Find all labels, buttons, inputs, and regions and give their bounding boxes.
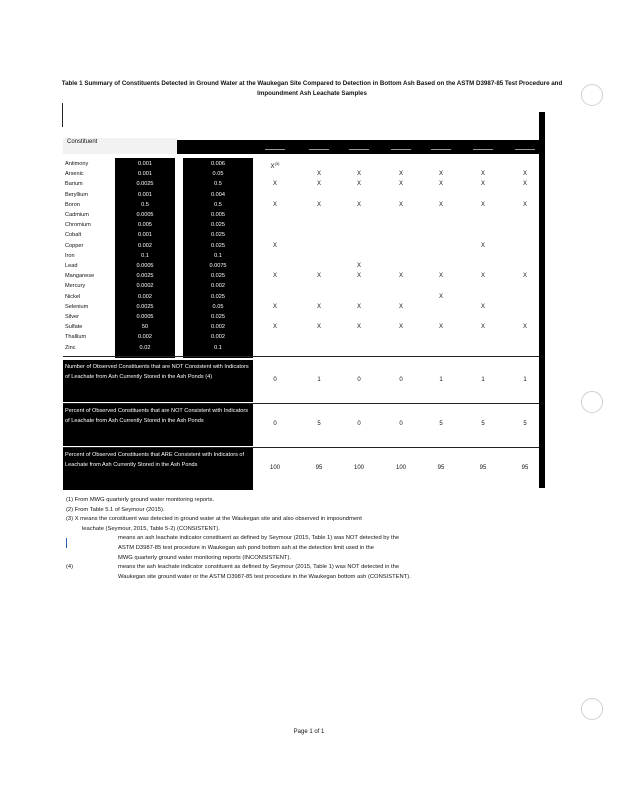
constituent-name: Silver <box>65 314 79 320</box>
detection-mark: X <box>480 201 485 208</box>
ash-limit-value: 0.002 <box>211 283 225 290</box>
detection-mark: X <box>316 324 321 331</box>
footnote-3: (3) X means the constituent was detected in ground water at the Waukegan site and also observed in impoundment <box>66 516 362 523</box>
summary-value: 1 <box>439 376 443 383</box>
detection-mark: X <box>356 201 361 208</box>
detection-mark: X <box>480 324 485 331</box>
footnote-inconsistent-cont2: MWG quarterly ground water monitoring reports (INCONSISTENT). <box>118 554 291 561</box>
page-title: Table 1 Summary of Constituents Detected in Ground Water at the Waukegan Site Compared to Detection in Bottom Ash Based on the ASTM D3987-85 Test Procedure and Impoundment Ash Leachate Samples <box>61 80 563 97</box>
detection-mark: X <box>316 201 321 208</box>
detection-mark: X <box>272 273 277 280</box>
ash-limit-value: 0.002 <box>211 334 225 341</box>
detection-mark: X <box>272 324 277 331</box>
detection-mark: X <box>438 324 443 331</box>
summary-value: 1 <box>523 376 527 383</box>
constituent-name: Arsenic <box>65 171 84 178</box>
constituent-name: Cadmium <box>65 212 89 218</box>
detection-mark: X <box>438 201 443 208</box>
summary-value: 5 <box>523 420 527 427</box>
detection-mark: X <box>272 303 277 310</box>
summary-value: 0 <box>399 376 403 383</box>
detection-limit-value: 0.0005 <box>136 263 154 269</box>
ash-limit-value: 0.006 <box>211 161 225 167</box>
detection-mark: X <box>438 273 443 280</box>
constituent-name: Manganese <box>65 273 95 280</box>
detection-limit-value: 0.02 <box>139 344 151 351</box>
footnote-4-cont: Waukegan site ground water or the ASTM D3987-85 test procedure in the Waukegan bottom ash (CONSISTENT). <box>118 573 411 580</box>
summary-label: Number of Observed Constituents that are NOT Consistent with Indicators of Leachate from Ash Currently Stored in the Ash Ponds (4) <box>63 360 253 402</box>
summary-value: 95 <box>315 464 323 471</box>
constituent-name: Beryllium <box>65 191 89 198</box>
ash-limit-value: 0.002 <box>211 324 225 331</box>
footnote-1: (1) From MWG quarterly ground water monitoring reports. <box>66 497 215 503</box>
header-constituent: Constituent <box>67 139 98 145</box>
constituent-name: Sulfate <box>65 324 83 331</box>
header-tick <box>473 149 493 150</box>
detection-mark: X <box>316 303 321 310</box>
constituent-name: Zinc <box>65 344 76 351</box>
detection-mark: X <box>356 171 361 178</box>
detection-mark: X <box>522 171 527 178</box>
detection-mark: X <box>438 171 443 178</box>
ash-limit-value: 0.025 <box>211 232 225 239</box>
header-tick <box>391 149 411 150</box>
detection-mark: X <box>356 324 361 331</box>
ash-limit-value: 0.004 <box>211 191 225 198</box>
summary-value: 0 <box>273 376 277 383</box>
detection-mark: X <box>522 181 527 188</box>
detection-limit-value: 0.002 <box>138 242 152 249</box>
ash-limit-value: 0.025 <box>211 242 225 249</box>
ash-limit-value: 0.005 <box>211 212 225 218</box>
ash-limit-value: 0.1 <box>214 344 222 351</box>
constituent-name: Boron <box>65 201 80 208</box>
detection-mark: X <box>522 201 527 208</box>
summary-value: 5 <box>439 420 443 427</box>
ash-limit-value: 0.025 <box>211 293 225 300</box>
summary-value: 0 <box>357 420 361 427</box>
punch-hole <box>581 84 603 106</box>
punch-hole <box>581 391 603 413</box>
detection-limit-value: 0.0025 <box>136 303 154 310</box>
detection-mark: X <box>398 303 403 310</box>
detection-mark: X <box>272 242 277 249</box>
constituent-name: Thallium <box>65 334 87 341</box>
detection-mark: X <box>480 181 485 188</box>
header-tick <box>349 149 369 150</box>
ash-limit-value: 0.5 <box>214 181 222 188</box>
constituent-name: Copper <box>65 242 84 249</box>
detection-limit-value: 0.1 <box>141 252 149 259</box>
footnote-inconsistent-cont: ASTM D3987-85 test procedure in Waukegan ash pond bottom ash at the detection limit used in the <box>118 544 374 551</box>
detection-mark: X <box>438 293 443 300</box>
detection-limit-value: 0.001 <box>138 191 152 198</box>
page-number: Page 1 of 1 <box>293 729 325 735</box>
constituent-name: Mercury <box>65 283 86 290</box>
detection-limit-value: 0.001 <box>138 161 152 167</box>
detection-mark: X <box>316 171 321 178</box>
summary-value: 5 <box>481 420 485 427</box>
summary-label: Percent of Observed Constituents that are NOT Consistent with Indicators of Leachate from Ash Currently Stored in the Ash Ponds <box>63 404 253 446</box>
summary-value: 5 <box>317 420 321 427</box>
detection-mark: X <box>398 171 403 178</box>
footnote-3-cont: leachate (Seymour, 2015, Table 5-2) (CONSISTENT). <box>82 525 220 532</box>
summary-value: 100 <box>395 464 406 471</box>
constituent-name: Barium <box>65 181 83 188</box>
constituent-name: Iron <box>65 252 75 259</box>
header-tick <box>515 149 535 150</box>
detection-mark: X <box>316 273 321 280</box>
detection-limit-value: 0.005 <box>138 222 152 229</box>
detection-limit-value: 0.0005 <box>136 212 154 218</box>
detection-mark: X <box>438 181 443 188</box>
summary-value: 95 <box>437 464 445 471</box>
ash-limit-value: 0.025 <box>211 222 225 229</box>
constituent-name: Cobalt <box>65 232 82 239</box>
detection-mark: X <box>356 181 361 188</box>
detection-limit-value: 0.001 <box>138 171 152 178</box>
revision-bar <box>66 538 67 548</box>
table-divider <box>63 356 539 357</box>
summary-value: 100 <box>269 464 280 471</box>
detection-mark: X <box>398 273 403 280</box>
constituent-name: Selenium <box>65 303 89 310</box>
detection-mark: X <box>480 171 485 178</box>
detection-mark: X <box>356 273 361 280</box>
detection-limit-value: 0.0005 <box>136 314 154 320</box>
constituent-name: Lead <box>65 263 78 269</box>
summary-value: 1 <box>481 376 485 383</box>
footnote-4-tag: (4) <box>66 564 74 571</box>
footnotes <box>66 496 536 582</box>
detection-limit-value: 0.002 <box>138 293 152 300</box>
summary-value: 0 <box>273 420 277 427</box>
constituent-name: Chromium <box>65 222 91 229</box>
detection-mark: X <box>356 263 361 269</box>
detection-limit-value: 50 <box>141 324 149 331</box>
detection-mark: X <box>272 201 277 208</box>
footnote-2: (2) From Table 5.1 of Seymour (2015). <box>66 506 165 513</box>
summary-value: 95 <box>521 464 529 471</box>
summary-value: 95 <box>479 464 487 471</box>
header-band <box>177 140 545 154</box>
summary-label: Percent of Observed Constituents that ARE Consistent with Indicators of Leachate from Ash Currently Stored in the Ash Ponds <box>63 448 253 490</box>
detection-limit-value: 0.0025 <box>136 181 154 188</box>
summary-value: 0 <box>399 420 403 427</box>
header-tick <box>265 149 285 150</box>
detection-limit-value: 0.002 <box>138 334 152 341</box>
detection-mark: X <box>272 181 277 188</box>
footnote-inconsistent: means an ash leachate indicator constituent as defined by Seymour (2015, Table 1) was NOT detected by the <box>118 535 400 542</box>
ash-limit-value: 0.1 <box>214 252 222 259</box>
constituent-table <box>63 112 545 488</box>
ash-limit-value: 0.05 <box>212 303 224 310</box>
detection-mark: X <box>522 324 527 331</box>
summary-value: 0 <box>357 376 361 383</box>
footnote-ref: (3) <box>274 161 280 166</box>
summary-value: 1 <box>317 376 321 383</box>
detection-mark: X <box>480 242 485 249</box>
detection-mark: X <box>356 303 361 310</box>
detection-mark: X <box>480 303 485 310</box>
ash-limit-value: 0.5 <box>214 201 222 208</box>
constituent-name: Nickel <box>65 293 81 300</box>
detection-limit-value: 0.0002 <box>136 283 154 290</box>
detection-mark: X <box>522 273 527 280</box>
footnote-4: means the ash leachate indicator constituent as defined by Seymour (2015, Table 1) was NOT detected in the <box>118 564 400 571</box>
detection-mark: X <box>398 324 403 331</box>
ash-limit-value: 0.025 <box>211 314 225 320</box>
detection-mark: X <box>398 201 403 208</box>
detection-mark: X <box>316 181 321 188</box>
detection-limit-value: 0.0025 <box>136 273 154 280</box>
header-tick <box>431 149 451 150</box>
table-body <box>63 112 539 488</box>
detection-mark: $X^{(3)}$ <box>270 161 280 170</box>
detection-limit-value: 0.001 <box>138 232 152 239</box>
ash-limit-value: 0.0075 <box>209 263 227 269</box>
summary-value: 100 <box>353 464 364 471</box>
ash-limit-value: 0.025 <box>211 273 225 280</box>
punch-hole <box>581 698 603 720</box>
detection-mark: X <box>398 181 403 188</box>
header-tick <box>309 149 329 150</box>
detection-limit-value: 0.5 <box>141 201 149 208</box>
constituent-name: Antimony <box>65 161 89 167</box>
ash-limit-value: 0.05 <box>212 171 224 178</box>
detection-mark: X <box>480 273 485 280</box>
